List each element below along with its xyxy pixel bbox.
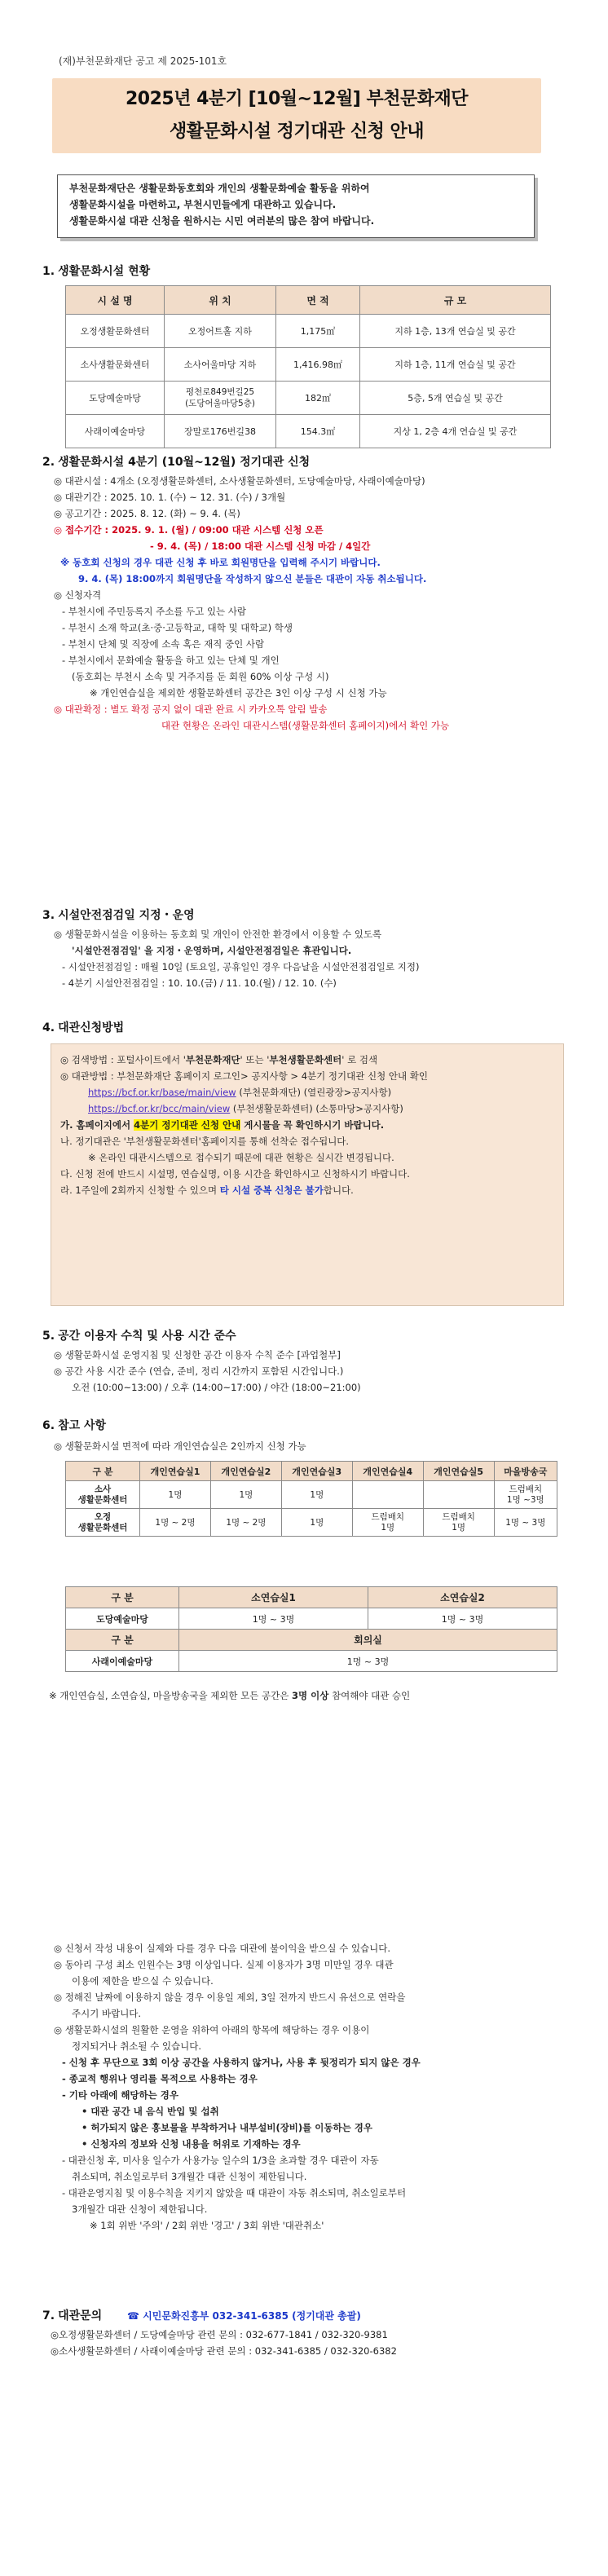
section-5-body [54,1347,361,1396]
notice-number: (재)부천문화재단 공고 제 2025-101호 [59,55,227,67]
section-number: 6. [42,1419,55,1432]
intro-line: 생활문화시설 대관 신청을 원하시는 시민 여러분의 많은 참여 바랍니다. [69,215,375,227]
qualification-note: ※ 개인연습실을 제외한 생활문화센터 공간은 3인 이상 구성 시 신청 가능 [90,687,387,699]
table-cell: 1명 ~ 2명 [210,1509,281,1537]
receipt-line-2: - 9. 4. (목) / 18:00 대관 시스템 신청 마감 / 4일간 [150,540,371,552]
contact-line: ◎소사생활문화센터 / 사래이예술마당 관련 문의 : 032-341-6385 / 032-320-6382 [51,2345,397,2357]
table-cell: 지상 1, 2층 4개 연습실 및 공간 [360,415,551,448]
qualification-label: ◎ 신청자격 [54,589,102,601]
safety-line: - 시설안전점검일 : 매월 10일 (토요일, 공휴일인 경우 다음날을 시설안전점검일로 지정) [62,961,420,973]
intro-box [57,174,535,238]
text: ◎ 검색방법 : 포털사이트에서 ' [60,1054,186,1065]
table-cell: 1명 ~ 2명 [140,1509,211,1537]
table-header: 시 설 명 [66,286,165,315]
table-header: 개인연습실2 [210,1462,281,1481]
qualification-item: - 부천시에서 문화예술 활동을 하고 있는 단체 및 개인 [62,655,280,666]
table-cell: 지하 1층, 11개 연습실 및 공간 [360,348,551,382]
table-header: 위 치 [165,286,276,315]
step-ra [60,1182,428,1198]
section-4-heading [42,1019,124,1035]
title-banner [52,78,541,153]
title-line-1: 2025년 4분기 [10월~12월] 부천문화재단 [125,89,469,109]
table-header: 구 분 [66,1587,179,1608]
section-3-body [54,926,419,991]
text: 참여해야 대관 승인 [328,1690,411,1701]
table-cell: 182㎡ [276,382,360,415]
apply-method-body [60,1052,428,1198]
table-row [66,1608,557,1630]
note-line: 정지되거나 취소될 수 있습니다. [72,2040,202,2052]
table-cell: 드럼배치 1명 [423,1509,494,1537]
time-slots: 오전 (10:00~13:00) / 오후 (14:00~17:00) / 야간 (18:00~21:00) [72,1382,361,1393]
note-line: ※ 1회 위반 '주의' / 2회 위반 '경고' / 3회 위반 '대관취소' [90,2220,324,2231]
table-row [66,1481,557,1509]
table-cell: 드럼배치 1명 ~3명 [494,1481,557,1509]
search-line [60,1052,428,1068]
step-ga [60,1117,428,1133]
step-na: 나. 정기대관은 '부천생활문화센터'홈페이지를 통해 선착순 접수됩니다. [60,1136,350,1147]
section-number: 5. [42,1330,55,1343]
section-title: 대관신청방법 [58,1021,125,1034]
table-header: 개인연습실4 [352,1462,423,1481]
facility-table [65,285,551,448]
qualification-item: - 부천시에 주민등록지 주소를 두고 있는 사람 [62,606,247,617]
section-1-heading [42,262,150,279]
text: ' 또는 ' [240,1054,270,1065]
table-row [66,348,551,382]
table-cell: 1명 ~ 3명 [368,1608,557,1630]
group-size-note [49,1687,410,1704]
table-row [66,1651,557,1672]
section-7-heading [42,2307,361,2323]
table-header: 소연습실1 [179,1587,368,1608]
section-3-heading [42,906,195,923]
restriction-item: - 기타 아래에 해당하는 경우 [62,2089,178,2101]
table-cell: 1명 ~ 3명 [179,1651,557,1672]
table-row [66,382,551,415]
center-homepage-link[interactable]: https://bcf.or.kr/bcc/main/view [88,1103,231,1114]
table-cell: 드럼배치 1명 [352,1509,423,1537]
link-line-1 [60,1084,428,1101]
section-6-heading [42,1417,106,1433]
note-line: ◎ 정해진 날짜에 이용하지 않을 경우 이용일 제외, 3일 전까지 반드시 유선으로 연락을 [54,1992,406,2003]
table-header: 구 분 [66,1462,140,1481]
highlight: 4분기 정기대관 신청 안내 [134,1119,241,1131]
note-line: 취소되며, 취소일로부터 3개월간 대관 신청이 제한됩니다. [72,2171,307,2182]
table-cell: 소사어울마당 지하 [165,348,276,382]
table-cell: 사래이예술마당 [66,1651,179,1672]
intro-line: 부천문화재단은 생활문화동호회와 개인의 생활문화예술 활동을 위하여 [69,183,370,194]
table-cell: 평천로849번길25 (도당어울마당5층) [165,382,276,415]
table-header: 개인연습실3 [281,1462,352,1481]
table-cell: 오정 생활문화센터 [66,1509,140,1537]
section-number: 3. [42,909,55,922]
table-row [66,415,551,448]
intro-line: 생활문화시설을 마련하고, 부천시민들에게 대관하고 있습니다. [69,199,337,210]
table-cell: 1명 [281,1509,352,1537]
table-row [66,1509,557,1537]
table-cell: 사래이예술마당 [66,415,165,448]
section-6-notes [54,1940,421,2234]
note-line: 주시기 바랍니다. [72,2008,142,2019]
text: 가. 홈페이지에서 [60,1119,134,1131]
table-header: 소연습실2 [368,1587,557,1608]
section-number: 4. [42,1021,55,1034]
table-cell: 도당예술마당 [66,382,165,415]
section-title: 참고 사항 [58,1419,107,1432]
table-header: 개인연습실5 [423,1462,494,1481]
table-cell: 소사생활문화센터 [66,348,165,382]
table-cell: 1명 [140,1481,211,1509]
section-title: 생활문화시설 현황 [58,265,151,278]
step-na-note: ※ 온라인 대관시스템으로 접수되기 때문에 대관 현황은 실시간 변경됩니다. [88,1152,394,1163]
practice-room-table [65,1461,557,1537]
note-line: ◎ 신청서 작성 내용이 실제와 다를 경우 다음 대관에 불이익을 받으실 수 있습니다. [54,1943,391,1954]
rule-line: ◎ 생활문화시설 운영지침 및 신청한 공간 이용자 수칙 준수 [과업철부] [54,1349,341,1361]
step-da: 다. 신청 전에 반드시 시설명, 연습실명, 이용 시간을 확인하시고 신청하시기 바랍니다. [60,1168,410,1180]
result-line-2: 대관 현황은 온라인 대관시스템(생활문화센터 홈페이지)에서 확인 가능 [161,720,450,731]
title-line-2: 생활문화시설 정기대관 신청 안내 [169,121,424,142]
link-line-2 [60,1101,428,1117]
table-cell: 1명 [210,1481,281,1509]
section-2-body [54,473,449,734]
table-cell: 1명 [281,1481,352,1509]
table-cell: 지하 1층, 13개 연습실 및 공간 [360,315,551,348]
text: (부천문화재단) (열린광장>공지사항) [236,1087,392,1098]
highlight: 타 시설 중복 신청은 불가 [219,1184,324,1196]
period-line: ◎ 대관기간 : 2025. 10. 1. (수) ~ 12. 31. (수) / 3개월 [54,492,286,503]
safety-line: '시설안전점검일' 을 지정・운영하며, 시설안전점검일은 휴관입니다. [72,945,352,956]
section-2-heading [42,453,310,470]
main-contact: ☎ 시민문화진흥부 032-341-6385 (정기대관 총괄) [127,2310,361,2322]
section-number: 7. [42,2309,55,2322]
table-cell [352,1481,423,1509]
safety-line: ◎ 생활문화시설을 이용하는 동호회 및 개인이 안전한 환경에서 이용할 수 있도록 [54,929,382,940]
table-header: 면 적 [276,286,360,315]
table-header: 개인연습실1 [140,1462,211,1481]
table-cell: 5층, 5개 연습실 및 공간 [360,382,551,415]
section-title: 공간 이용자 수칙 및 사용 시간 준수 [58,1330,236,1343]
table-cell: 1,175㎡ [276,315,360,348]
text: 부천생활문화센터 [269,1054,342,1065]
note-line: 3개월간 대관 신청이 제한됩니다. [72,2203,208,2215]
warning-line-2: 9. 4. (목) 18:00까지 회원명단을 작성하지 않으신 분들은 대관이 자동 취소됩니다. [78,573,427,584]
table-cell: 오정생활문화센터 [66,315,165,348]
restriction-item: • 신청자의 정보와 신청 내용을 허위로 기재하는 경우 [82,2138,301,2150]
receipt-line-1: ◎ 접수기간 : 2025. 9. 1. (월) / 09:00 대관 시스템 신청 오픈 [54,524,324,536]
rule-line: ◎ 공간 사용 시간 준수 (연습, 준비, 정리 시간까지 포함된 시간입니다.) [54,1365,344,1377]
note-line: 이용에 제한을 받으실 수 있습니다. [72,1975,214,1987]
result-line-1: ◎ 대관확정 : 별도 확정 공지 없이 대관 완료 시 카카오톡 알림 발송 [54,704,328,715]
text: 라. 1주일에 2회까지 신청할 수 있으며 [60,1184,220,1196]
section-5-heading [42,1327,236,1343]
notice-period-line: ◎ 공고기간 : 2025. 8. 12. (화) ~ 9. 4. (목) [54,508,240,519]
table-cell: 1명 ~ 3명 [494,1509,557,1537]
safety-line: - 4분기 시설안전점검일 : 10. 10.(금) / 11. 10.(월) / 12. 10. (수) [62,977,337,989]
homepage-link[interactable]: https://bcf.or.kr/base/main/view [88,1087,236,1098]
text: ※ 개인연습실, 소연습실, 마을방송국을 제외한 모든 공간은 [49,1690,293,1701]
text: 게시물을 꼭 확인하시기 바랍니다. [240,1119,385,1131]
text: 부천문화재단 [185,1054,240,1065]
contact-line: ◎오정생활문화센터 / 도당예술마당 관련 문의 : 032-677-1841 / 032-320-9381 [51,2329,388,2340]
warning-line-1: ※ 동호회 신청의 경우 대관 신청 후 바로 회원명단을 입력해 주시기 바랍니다. [60,557,381,568]
qualification-item: - 부천시 단체 및 직장에 소속 혹은 재직 중인 사람 [62,638,265,650]
text: 합니다. [323,1184,354,1196]
table-cell [423,1481,494,1509]
table-cell: 소사 생활문화센터 [66,1481,140,1509]
text: ' 로 검색 [341,1054,378,1065]
text: 3명 이상 [292,1690,329,1701]
table-header: 마을방송국 [494,1462,557,1481]
section-title: 시설안전점검일 지정・운영 [58,909,195,922]
table-header: 회의실 [179,1630,557,1651]
text: (부천생활문화센터) (소통마당>공지사항) [230,1103,403,1114]
section-number: 1. [42,265,55,278]
restriction-item: • 허가되지 않은 홍보물을 부착하거나 내부설비(장비)를 이동하는 경우 [82,2122,372,2133]
qualification-item: (동호회는 부천시 소속 및 거주지를 둔 회원 60% 이상 구성 시) [72,671,329,682]
facility-line: ◎ 대관시설 : 4개소 (오정생활문화센터, 소사생활문화센터, 도당예술마당, 사래이예술마당) [54,475,425,487]
section-title: 대관문의 [58,2309,103,2322]
note-line: - 대관신청 후, 미사용 일수가 사용가능 일수의 1/3을 초과할 경우 대관이 자동 [62,2155,379,2166]
note-line: ◎ 동아리 구성 최소 인원수는 3명 이상입니다. 실제 이용자가 3명 미만일 경우 대관 [54,1959,394,1970]
note-line: ◎ 생활문화시설의 원활한 운영을 위하여 아래의 항목에 해당하는 경우 이용이 [54,2024,370,2036]
table-cell: 오정어트홀 지하 [165,315,276,348]
qualification-item: - 부천시 소재 학교(초·중·고등학교, 대학 및 대학교) 학생 [62,622,293,633]
table-header: 구 분 [66,1630,179,1651]
restriction-item: - 종교적 행위나 영리를 목적으로 사용하는 경우 [62,2073,258,2084]
table-cell: 도당예술마당 [66,1608,179,1630]
section-7-body [51,2327,397,2359]
restriction-item: • 대관 공간 내 음식 반입 및 섭취 [82,2106,219,2117]
table-cell: 154.3㎡ [276,415,360,448]
section-6-intro: ◎ 생활문화시설 면적에 따라 개인연습실은 2인까지 신청 가능 [54,1440,306,1452]
restriction-item: - 신청 후 무단으로 3회 이상 공간을 사용하지 않거나, 사용 후 뒷정리가 되지 않은 경우 [62,2057,421,2068]
table-cell: 1명 ~ 3명 [179,1608,368,1630]
section-title: 생활문화시설 4분기 (10월~12월) 정기대관 신청 [58,456,311,469]
section-number: 2. [42,456,55,469]
note-line: - 대관운영지침 및 이용수칙을 지키지 않았을 때 대관이 자동 취소되며, 취소일로부터 [62,2187,407,2199]
table-cell: 1,416.98㎡ [276,348,360,382]
apply-line: ◎ 대관방법 : 부천문화재단 홈페이지 로그인> 공지사항 > 4분기 정기대관 신청 안내 확인 [60,1070,428,1082]
table-cell: 장말로176번길38 [165,415,276,448]
table-row [66,315,551,348]
art-space-table [65,1586,557,1672]
table-header: 규 모 [360,286,551,315]
